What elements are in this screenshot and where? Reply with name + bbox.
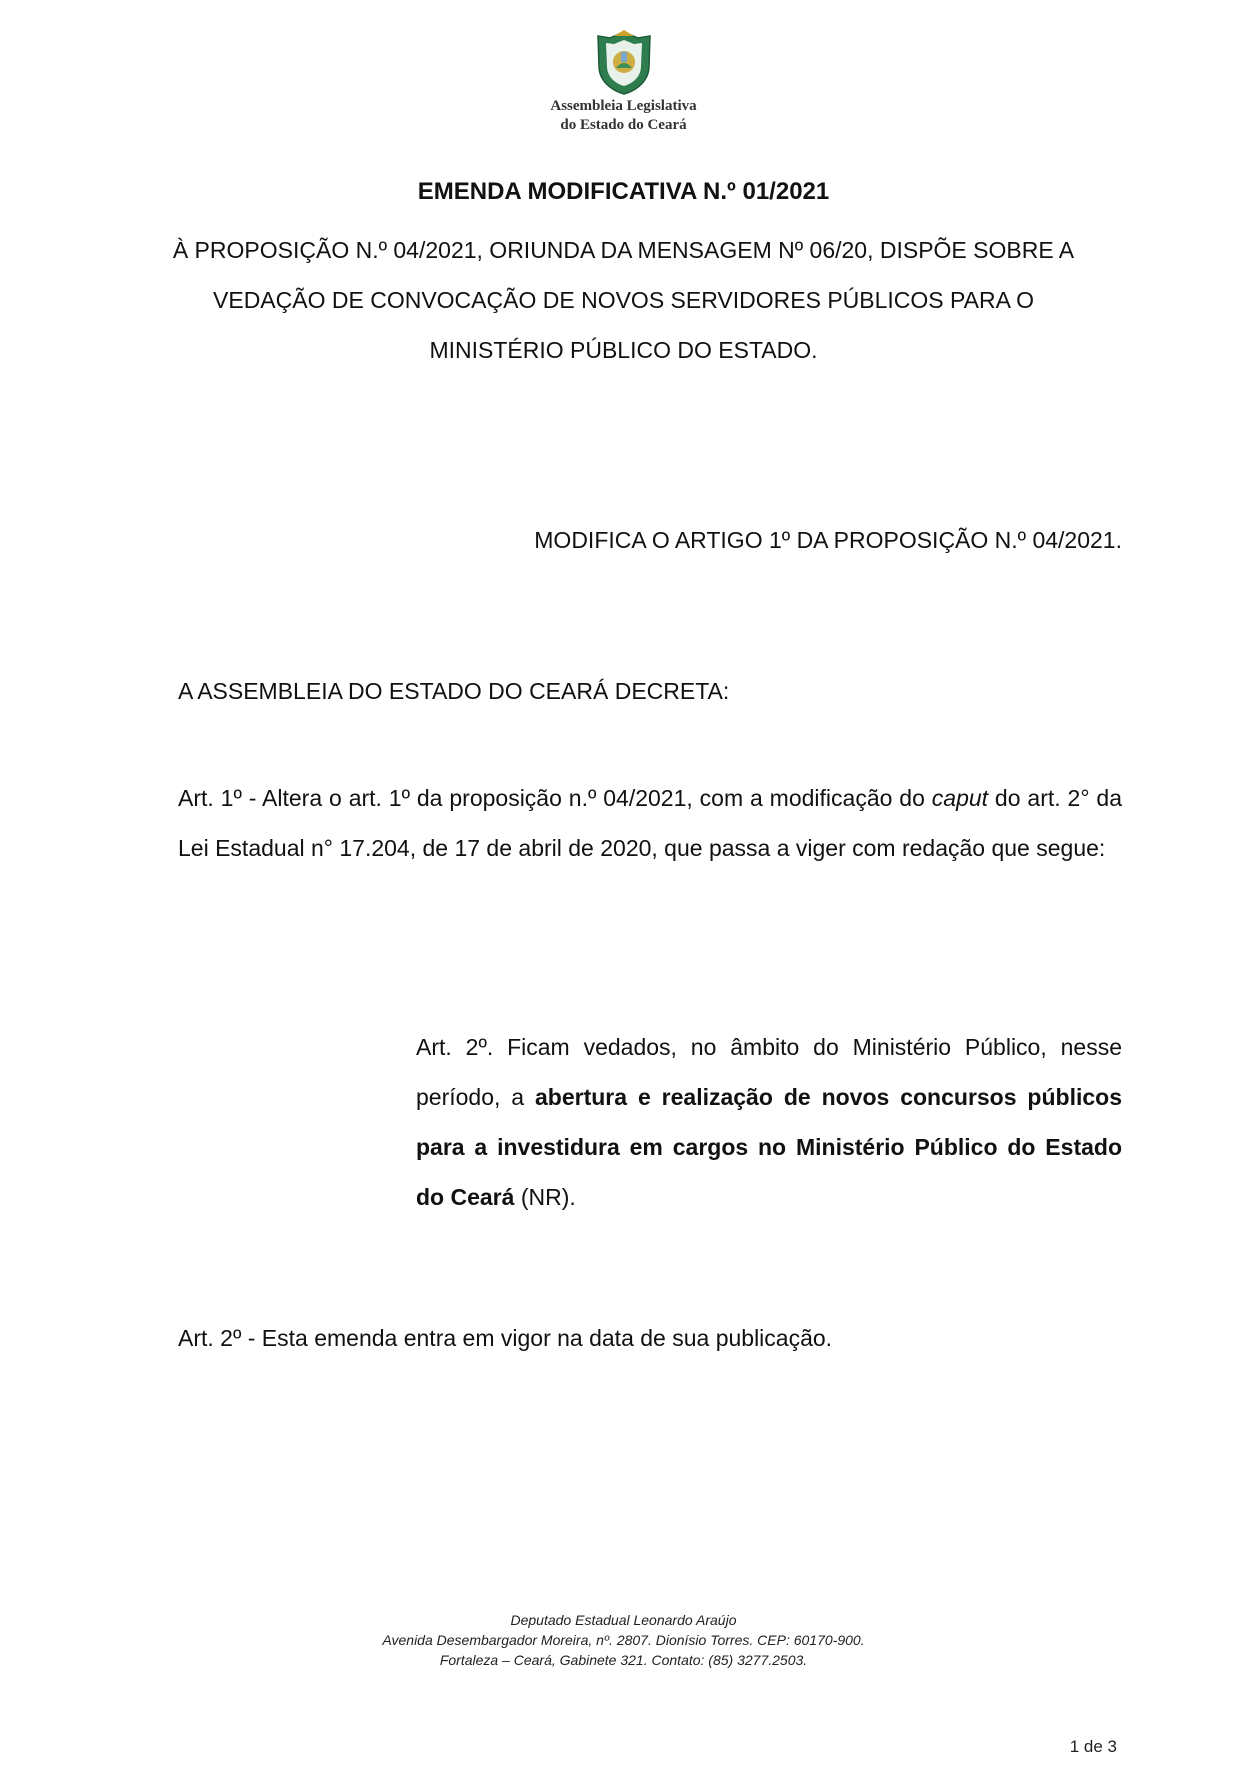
article-2: Art. 2º - Esta emenda entra em vigor na data de sua publicação. <box>178 1325 833 1351</box>
footer-line-1: Deputado Estadual Leonardo Araújo <box>510 1612 737 1628</box>
ementa: MODIFICA O ARTIGO 1º DA PROPOSIÇÃO N.º 04/2021. <box>534 527 1122 553</box>
state-coat-of-arms-icon <box>594 30 654 96</box>
enactment-clause: A ASSEMBLEIA DO ESTADO DO CEARÁ DECRETA: <box>178 678 730 704</box>
quoted-bold-text: abertura e realização de novos concursos públicos para a investidura em cargos no Ministério Público do Estado do Ceará <box>416 1084 1122 1210</box>
article-1-text-continued: do art. 2° da Lei Estadual n° 17.204, de 17 de abril de 2020, que passa a viger com redação que segue: <box>178 785 1122 861</box>
article-1-text: Art. 1º - Altera o art. 1º da proposição n.º 04/2021, com a modificação do <box>178 785 932 811</box>
quoted-text-end: (NR). <box>514 1184 576 1210</box>
document-subtitle: À PROPOSIÇÃO N.º 04/2021, ORIUNDA DA MENSAGEM Nº 06/20, DISPÕE SOBRE A VEDAÇÃO DE CONVOCAÇÃO DE NOVOS SERVIDORES PÚBLICOS PARA O MINISTÉRIO PÚBLICO DO ESTADO. <box>172 237 1075 363</box>
quoted-article-2 <box>416 1022 1122 1222</box>
institution-name-line1: Assembleia Legislativa <box>550 98 697 114</box>
footer-line-3: Fortaleza – Ceará, Gabinete 321. Contato: (85) 3277.2503. <box>439 1652 808 1668</box>
quoted-text: Art. 2º. Ficam vedados, no âmbito do Ministério Público, nesse período, a <box>416 1034 1122 1110</box>
letterhead <box>0 30 1247 134</box>
document-title: EMENDA MODIFICATIVA N.º 01/2021 <box>417 178 830 205</box>
article-1-italic: caput <box>931 785 989 811</box>
footer-line-2: Avenida Desembargador Moreira, nº. 2807. Dionísio Torres. CEP: 60170-900. <box>382 1632 865 1648</box>
page-number: 1 de 3 <box>1069 1737 1117 1756</box>
footer <box>0 1610 1247 1670</box>
article-1 <box>178 773 1122 873</box>
institution-name-line2: do Estado do Ceará <box>560 117 687 133</box>
